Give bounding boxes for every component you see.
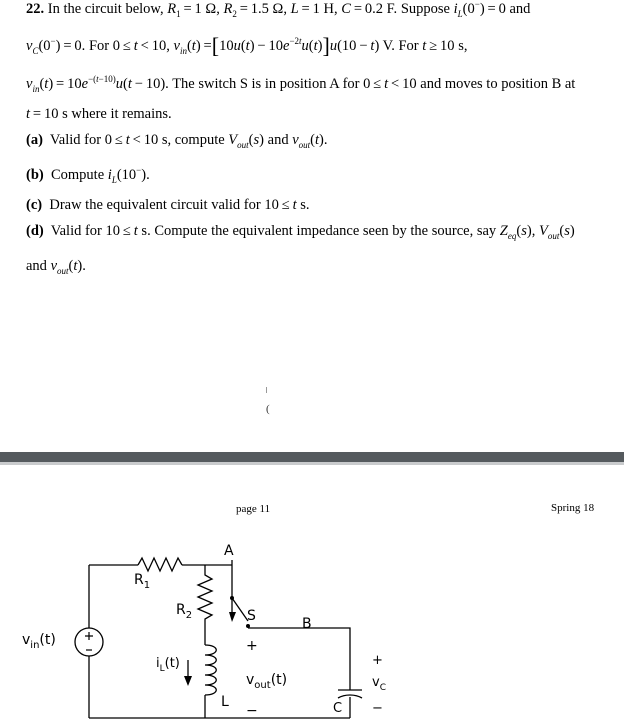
switch-blade [232,598,248,621]
vc-plus: + [372,653,383,668]
vc-label: $v_C$ [372,675,386,693]
part-a-mid: s, compute [161,132,225,148]
capacitor-label: C [333,701,343,716]
problem-line-1: 22. In the circuit below, $R_1 = 1$ Ω, $R_2 = 1.5$ Ω, L = 1 H, C = 0.2 F. Suppose $i_L(0^-) = 0$ and [26,0,531,19]
part-c-label: (c) [26,197,43,213]
vout-label: $v_{out}(t)$ [246,672,288,691]
line4-tail: s where it remains. [62,106,172,122]
part-c-text: Draw the equivalent circuit valid for [49,197,261,213]
part-d-text: Valid for [50,223,102,239]
vout-plus: + [246,638,258,654]
page-number: page 11 [236,503,271,515]
node-b-label: B [302,616,312,632]
il-arrow-icon [184,676,192,686]
inductor-l [205,645,216,695]
line2-lead: For [88,38,110,54]
line3-tail: The switch S is in position A for [172,76,360,92]
part-d-and: and [26,258,47,274]
problem-number: 22. [26,1,45,17]
r2-label: $R_2$ [176,602,193,621]
part-c: (c) Draw the equivalent circuit valid for 10 ≤ t s. [26,197,310,213]
part-a: (a) Valid for 0 ≤ t < 10 s, compute $V_{out}(s)$ and $v_{out}(t)$. [26,132,328,150]
problem-line-4: t = 10 s where it remains. [26,106,172,122]
node-a-label: A [224,543,234,559]
part-d: (d) Valid for 10 ≤ t s. Compute the equivalent impedance seen by the source, say $Z_{eq}(s)$, $V_{out}(s)$ [26,223,575,241]
r1-label: $R_1$ [134,572,151,591]
il-label: $i_L(t)$ [156,656,180,674]
line1-tail: Suppose [400,1,450,17]
part-b-text: Compute [50,167,105,183]
line3-tail2: and moves to position B at [420,76,576,92]
vin-label: $v_{in}(t)$ [22,632,56,651]
line1-tail2: and [509,1,531,17]
switch-terminal-b [246,624,250,628]
vc-minus: − [372,701,383,716]
problem-line-2: $v_C(0^-) = 0$. For 0 ≤ t < 10, $v_{in}(t) =[10u(t) - 10e^{-2t}u(t)]u(10 - t)$ V. For t ≥ 10 s, [26,33,468,58]
term-label: Spring 18 [551,502,595,514]
part-d-label: (d) [26,223,44,239]
part-b-label: (b) [26,167,44,183]
line1-lead: In the circuit below, [47,1,164,17]
part-a-text: Valid for [49,132,102,148]
inductor-label: L [221,694,229,710]
part-d-cont: and $v_{out}(t)$. [26,258,86,276]
line2-tail: V. For [382,38,419,54]
problem-line-3: $v_{in}(t) = 10e^{-(t-10)}u(t - 10)$. The switch S is in position A for 0 ≤ t < 10 and moves to position B at [26,74,576,94]
vout-minus: − [246,703,258,719]
stray-mark: ( [266,403,270,415]
part-d-mid: s. Compute the equivalent impedance seen by the source, say [141,223,497,239]
part-b: (b) Compute $i_L(10^-)$. [26,165,150,185]
part-c-tail: s. [300,197,310,213]
line2-tail2: s, [458,38,468,54]
switch-label: S [247,608,256,624]
voltage-source [75,628,103,656]
part-a-and: and [267,132,289,148]
r2-resistor [198,565,212,632]
part-a-label: (a) [26,132,43,148]
r1-resistor [138,558,182,571]
